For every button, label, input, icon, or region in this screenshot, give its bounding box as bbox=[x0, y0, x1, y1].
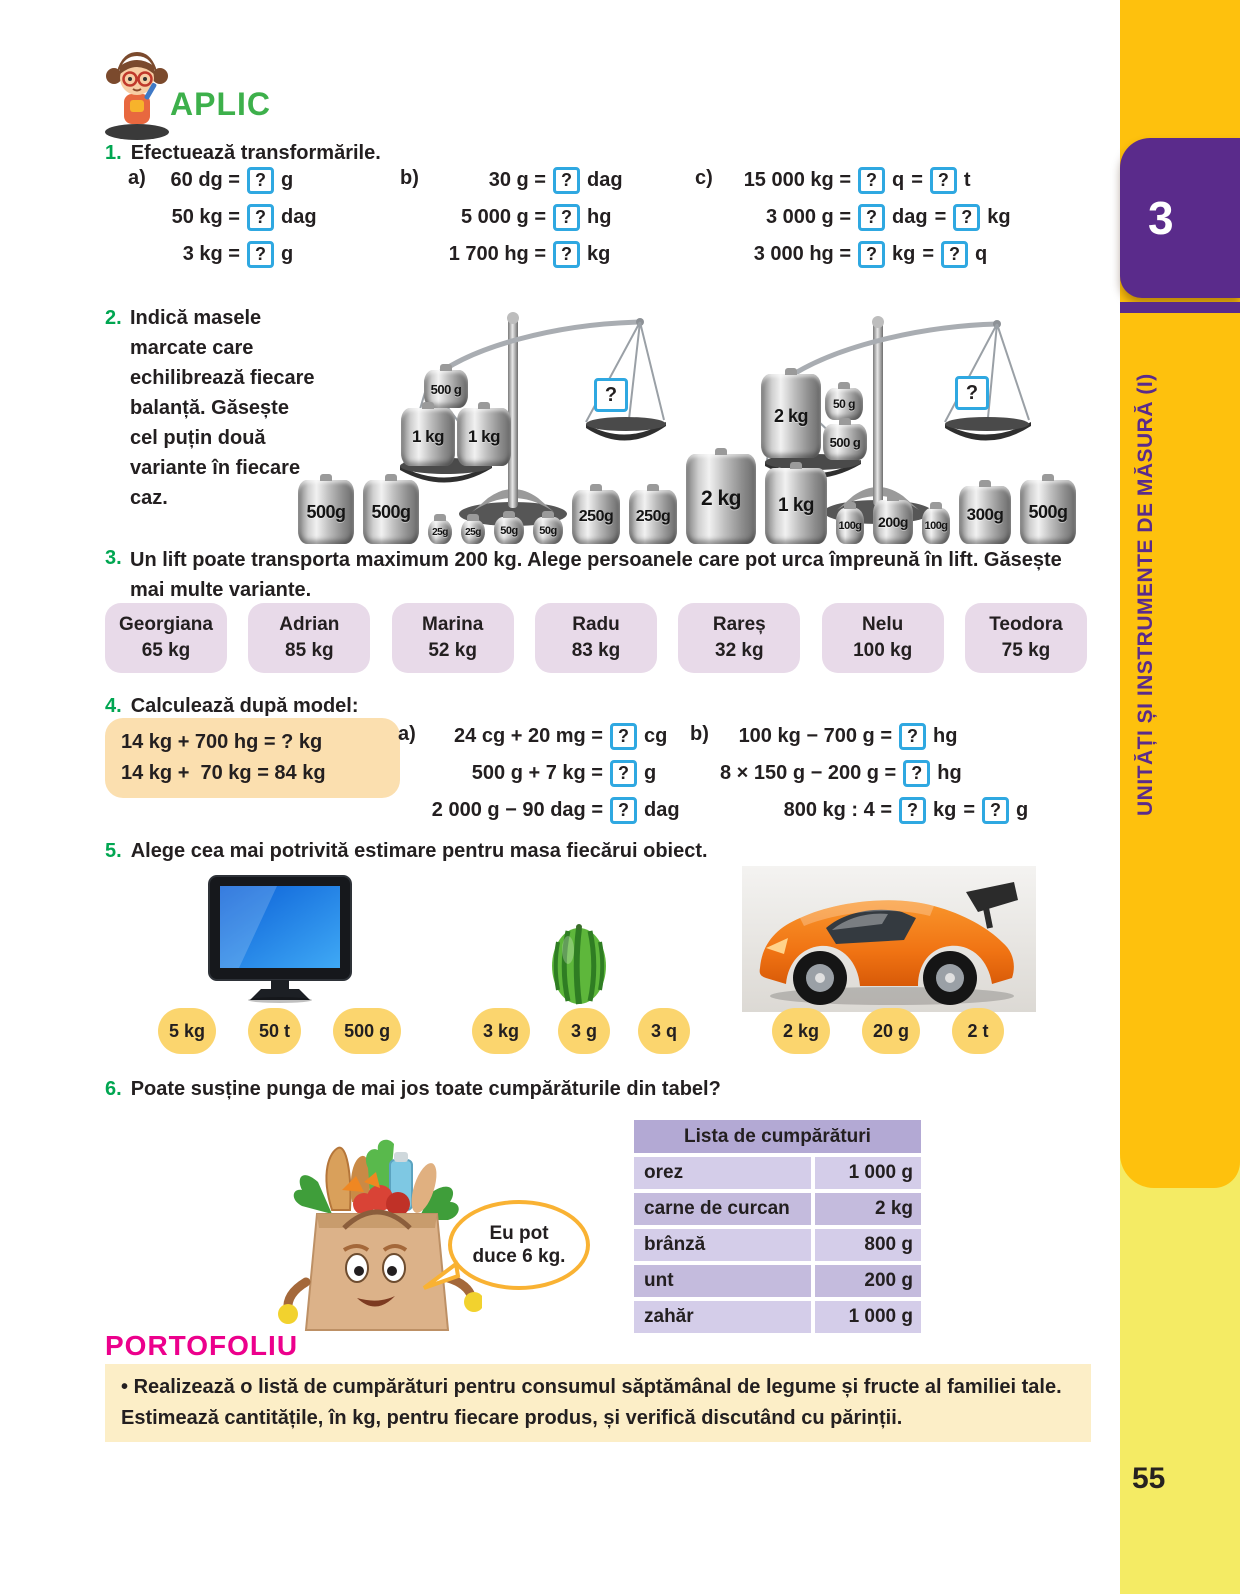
mascot-girl-illustration bbox=[100, 48, 174, 140]
chapter-tab bbox=[1120, 138, 1240, 298]
exercise-4-group-a bbox=[398, 722, 680, 833]
answer-box[interactable]: ? bbox=[982, 797, 1009, 824]
equation-text: g bbox=[281, 168, 294, 191]
table-row bbox=[634, 1157, 921, 1189]
loose-weight[interactable] bbox=[533, 517, 563, 544]
mass-option[interactable]: 50 t bbox=[248, 1008, 301, 1054]
exercise-1-number: 1. bbox=[105, 142, 122, 164]
table-row bbox=[634, 1301, 921, 1333]
column-label: c) bbox=[695, 167, 713, 189]
item-cell: brânză bbox=[634, 1229, 811, 1261]
equation-row bbox=[720, 796, 1028, 824]
equation-text: hg bbox=[587, 205, 612, 228]
answer-box[interactable]: ? bbox=[610, 797, 637, 824]
person-card[interactable] bbox=[248, 603, 370, 673]
equation-text: q bbox=[892, 168, 905, 191]
group-b-rows bbox=[720, 722, 1028, 833]
weight-label: 500g bbox=[371, 501, 411, 522]
weight-label: 2 kg bbox=[700, 487, 742, 510]
equation-text: = bbox=[922, 242, 935, 265]
equation-text: dag bbox=[587, 168, 623, 191]
answer-box[interactable]: ? bbox=[247, 204, 274, 231]
sidebar-stripe bbox=[1120, 302, 1240, 313]
equation-text: 3 kg = bbox=[182, 242, 240, 265]
shopping-list-header: Lista de cumpărături bbox=[634, 1120, 921, 1153]
equation-row bbox=[428, 759, 680, 787]
exercise-5-number: 5. bbox=[105, 840, 122, 862]
shopping-list-table bbox=[634, 1120, 921, 1337]
quantity-cell: 200 g bbox=[815, 1265, 921, 1297]
exercise-5-heading bbox=[105, 838, 708, 864]
exercise-3-text: Un lift poate transporta maximum 200 kg. Alege persoanele care pot urca împreună în lift. Găsește mai multe variante. bbox=[130, 549, 1062, 601]
weight-label: 1 kg bbox=[777, 495, 815, 516]
equation-text: 3 000 hg = bbox=[753, 242, 851, 265]
equation-row bbox=[729, 166, 1011, 194]
person-weight: 83 kg bbox=[571, 640, 621, 661]
exercise-4-title: Calculează după model: bbox=[130, 695, 359, 717]
loose-weight[interactable] bbox=[922, 508, 950, 544]
section-title-aplic: APLIC bbox=[170, 86, 271, 122]
tv-monitor-illustration bbox=[205, 874, 355, 1004]
equation-text: 8 × 150 g − 200 g = bbox=[720, 761, 897, 784]
model-line-2: 14 kg + 70 kg = 84 kg bbox=[121, 762, 326, 784]
balance-weight bbox=[825, 388, 863, 420]
column-label: b) bbox=[400, 167, 419, 189]
exercise-4-number: 4. bbox=[105, 695, 122, 717]
column-rows bbox=[729, 166, 1011, 277]
person-name: Teodora bbox=[989, 614, 1063, 635]
loose-weight[interactable] bbox=[494, 517, 524, 544]
equation-row bbox=[428, 722, 680, 750]
exercise-1-column bbox=[128, 166, 317, 277]
exercise-3-number: 3. bbox=[105, 547, 122, 569]
mass-option[interactable]: 3 g bbox=[558, 1008, 610, 1054]
answer-box[interactable]: ? bbox=[553, 204, 580, 231]
equation-text: 1 700 hg = bbox=[448, 242, 546, 265]
answer-box[interactable]: ? bbox=[858, 241, 885, 268]
equation-text: hg bbox=[937, 761, 962, 784]
equation-text: hg bbox=[933, 724, 958, 747]
equation-text: 15 000 kg = bbox=[743, 168, 851, 191]
answer-box[interactable]: ? bbox=[941, 241, 968, 268]
table-row bbox=[634, 1265, 921, 1297]
equation-text: kg bbox=[987, 205, 1011, 228]
weight-label: 100g bbox=[838, 520, 862, 532]
chapter-number: 3 bbox=[1148, 192, 1174, 244]
shopping-list-rows bbox=[634, 1157, 921, 1333]
answer-box[interactable]: ? bbox=[247, 241, 274, 268]
equation-text: = bbox=[963, 798, 976, 821]
chapter-title-vertical: UNITĂȚI ȘI INSTRUMENTE DE MĂSURĂ (I) bbox=[1134, 373, 1157, 817]
answer-box[interactable]: ? bbox=[953, 204, 980, 231]
loose-weight[interactable] bbox=[765, 468, 827, 544]
equation-text: dag bbox=[281, 205, 317, 228]
person-weight: 100 kg bbox=[853, 640, 913, 661]
balance-answer-box[interactable]: ? bbox=[594, 378, 628, 412]
model-line-1: 14 kg + 700 hg = ? kg bbox=[121, 731, 323, 753]
person-name: Marina bbox=[422, 614, 484, 635]
weight-label: 250g bbox=[635, 508, 671, 525]
item-cell: unt bbox=[634, 1265, 811, 1297]
loose-weight[interactable] bbox=[873, 500, 913, 544]
bubble-line-2: duce 6 kg. bbox=[472, 1246, 566, 1267]
weight-label: 1 kg bbox=[467, 427, 501, 446]
mass-option[interactable]: 3 kg bbox=[472, 1008, 530, 1054]
person-card[interactable] bbox=[392, 603, 514, 673]
page-number: 55 bbox=[1132, 1462, 1166, 1495]
person-card[interactable] bbox=[965, 603, 1087, 673]
equation-text: g bbox=[1016, 798, 1029, 821]
bubble-line-1: Eu pot bbox=[489, 1223, 549, 1244]
exercise-1-columns bbox=[128, 166, 1128, 286]
exercise-6-heading bbox=[105, 1076, 721, 1102]
answer-box[interactable]: ? bbox=[553, 241, 580, 268]
exercise-6-number: 6. bbox=[105, 1078, 122, 1100]
group-a-rows bbox=[428, 722, 680, 833]
equation-row bbox=[162, 166, 317, 194]
portfolio-task-text: • Realizează o listă de cumpărături pentru consumul săptămânal de legume și fructe al familiei tale. Estimează cantitățile, în kg, pentru fiecare produs, și verifică discutând cu părinții. bbox=[121, 1372, 1075, 1434]
person-name: Adrian bbox=[279, 614, 340, 635]
equation-text: 50 kg = bbox=[171, 205, 240, 228]
weight-label: 500g bbox=[306, 501, 346, 522]
quantity-cell: 800 g bbox=[815, 1229, 921, 1261]
watermelon-illustration bbox=[550, 920, 608, 1006]
loose-weight[interactable] bbox=[572, 490, 620, 544]
equation-text: cg bbox=[644, 724, 668, 747]
weight-label: 2 kg bbox=[773, 405, 809, 426]
equation-text: kg bbox=[587, 242, 611, 265]
equation-text: 24 cg + 20 mg = bbox=[454, 724, 603, 747]
equation-text: = bbox=[911, 168, 923, 191]
exercise-1-heading bbox=[105, 140, 381, 166]
person-weight: 85 kg bbox=[285, 640, 334, 661]
equation-text: 60 dg = bbox=[170, 168, 240, 191]
person-weight: 65 kg bbox=[141, 640, 191, 661]
balance-answer-box[interactable]: ? bbox=[955, 376, 989, 410]
table-row bbox=[634, 1193, 921, 1225]
answer-box[interactable]: ? bbox=[610, 723, 637, 750]
answer-box[interactable]: ? bbox=[930, 167, 957, 194]
column-label: a) bbox=[128, 167, 146, 189]
answer-box[interactable]: ? bbox=[610, 760, 637, 787]
loose-weight[interactable] bbox=[461, 520, 485, 544]
weight-label: 50g bbox=[539, 524, 557, 537]
speech-bubble-tail bbox=[422, 1262, 458, 1290]
equation-text: kg bbox=[892, 242, 916, 265]
item-cell: orez bbox=[634, 1157, 811, 1189]
watermelon-mass-options bbox=[472, 1008, 690, 1054]
equation-text: 500 g + 7 kg = bbox=[471, 761, 603, 784]
answer-box[interactable]: ? bbox=[247, 167, 274, 194]
balance-weight bbox=[761, 374, 821, 458]
quantity-cell: 1 000 g bbox=[815, 1157, 921, 1189]
exercise-5-title: Alege cea mai potrivită estimare pentru masa fiecărui obiect. bbox=[130, 840, 708, 862]
weight-label: 500 g bbox=[829, 434, 861, 450]
weight-label: 200g bbox=[878, 514, 908, 530]
answer-box[interactable]: ? bbox=[903, 760, 930, 787]
exercise-1-title: Efectuează transformările. bbox=[130, 142, 381, 164]
weight-label: 250g bbox=[578, 508, 614, 525]
mass-option[interactable]: 500 g bbox=[333, 1008, 401, 1054]
equation-row bbox=[434, 203, 623, 231]
group-b-label: b) bbox=[690, 723, 709, 745]
equation-row bbox=[162, 240, 317, 268]
weight-label: 50g bbox=[500, 524, 518, 537]
equation-text: 5 000 g = bbox=[460, 205, 546, 228]
weight-label: 1 kg bbox=[411, 427, 445, 446]
person-weight: 52 kg bbox=[428, 640, 477, 661]
mass-option[interactable]: 2 t bbox=[952, 1008, 1004, 1054]
group-a-label: a) bbox=[398, 723, 416, 745]
worked-example-box bbox=[105, 718, 400, 798]
equation-text: dag bbox=[892, 205, 928, 228]
exercise-6-title: Poate susține punga de mai jos toate cumpărăturile din tabel? bbox=[130, 1078, 721, 1100]
people-row bbox=[105, 603, 1087, 673]
exercise-2-text: Indică masele marcate care echilibrează fiecare balanță. Găsește cel puțin două variante în fiecare caz. bbox=[130, 307, 315, 509]
column-rows bbox=[434, 166, 623, 277]
equation-text: 30 g = bbox=[488, 168, 546, 191]
equation-text: q bbox=[975, 242, 988, 265]
person-name: Nelu bbox=[862, 614, 904, 635]
car-mass-options bbox=[772, 1008, 1004, 1054]
loose-weight[interactable] bbox=[1020, 480, 1076, 544]
answer-box[interactable]: ? bbox=[858, 204, 885, 231]
loose-weight[interactable] bbox=[959, 486, 1011, 544]
mass-option[interactable]: 2 kg bbox=[772, 1008, 830, 1054]
person-weight: 32 kg bbox=[715, 640, 764, 661]
item-cell: carne de curcan bbox=[634, 1193, 811, 1225]
loose-weight[interactable] bbox=[363, 480, 419, 544]
exercise-4-heading bbox=[105, 693, 359, 719]
weight-label: 50 g bbox=[832, 397, 855, 411]
available-weights-row bbox=[298, 452, 1092, 544]
loose-weight[interactable] bbox=[686, 454, 756, 544]
weight-label: 100g bbox=[924, 520, 948, 532]
mass-option[interactable]: 20 g bbox=[862, 1008, 920, 1054]
exercise-1-column bbox=[695, 166, 1011, 277]
person-card[interactable] bbox=[678, 603, 800, 673]
equation-row bbox=[162, 203, 317, 231]
person-card[interactable] bbox=[535, 603, 657, 673]
person-name: Radu bbox=[572, 614, 620, 635]
equation-row bbox=[434, 166, 623, 194]
quantity-cell: 1 000 g bbox=[815, 1301, 921, 1333]
equation-row bbox=[729, 203, 1011, 231]
person-weight: 75 kg bbox=[1001, 640, 1051, 661]
item-cell: zahăr bbox=[634, 1301, 811, 1333]
tv-mass-options bbox=[158, 1008, 401, 1054]
weight-label: 300g bbox=[966, 505, 1004, 524]
loose-weight[interactable] bbox=[428, 520, 452, 544]
equation-text: 3 000 g = bbox=[765, 205, 851, 228]
mass-option[interactable]: 5 kg bbox=[158, 1008, 216, 1054]
person-name: Georgiana bbox=[119, 614, 213, 635]
equation-row bbox=[428, 796, 680, 824]
equation-text: 800 kg : 4 = bbox=[783, 798, 892, 821]
weight-label: 25g bbox=[432, 526, 448, 538]
answer-box[interactable]: ? bbox=[899, 723, 926, 750]
person-card[interactable] bbox=[822, 603, 944, 673]
table-row bbox=[634, 1229, 921, 1261]
exercise-2-heading bbox=[105, 305, 122, 331]
equation-text: dag bbox=[644, 798, 680, 821]
equation-row bbox=[720, 722, 1028, 750]
portfolio-title: PORTOFOLIU bbox=[105, 1330, 299, 1361]
weight-label: 500 g bbox=[430, 381, 462, 397]
weight-label: 500g bbox=[1028, 501, 1068, 522]
exercise-4-group-b bbox=[690, 722, 1028, 833]
answer-box[interactable]: ? bbox=[858, 167, 885, 194]
quantity-cell: 2 kg bbox=[815, 1193, 921, 1225]
equation-row bbox=[720, 759, 1028, 787]
answer-box[interactable]: ? bbox=[899, 797, 926, 824]
column-rows bbox=[162, 166, 317, 277]
equation-text: kg bbox=[933, 798, 957, 821]
equation-text: = bbox=[934, 205, 947, 228]
equation-text: 100 kg − 700 g = bbox=[738, 724, 892, 747]
person-card[interactable] bbox=[105, 603, 227, 673]
equation-text: 2 000 g − 90 dag = bbox=[431, 798, 603, 821]
equation-text: g bbox=[281, 242, 294, 265]
equation-row bbox=[434, 240, 623, 268]
loose-weight[interactable] bbox=[298, 480, 354, 544]
mass-option[interactable]: 3 q bbox=[638, 1008, 690, 1054]
answer-box[interactable]: ? bbox=[553, 167, 580, 194]
person-name: Rareș bbox=[712, 614, 766, 635]
exercise-2-number: 2. bbox=[105, 307, 122, 329]
equation-row bbox=[729, 240, 1011, 268]
loose-weight[interactable] bbox=[629, 490, 677, 544]
exercise-1-column bbox=[400, 166, 623, 277]
loose-weight[interactable] bbox=[836, 508, 864, 544]
speech-bubble bbox=[448, 1200, 590, 1290]
equation-text: t bbox=[963, 168, 971, 191]
equation-text: g bbox=[644, 761, 657, 784]
portfolio-task-box bbox=[105, 1364, 1091, 1442]
sports-car-illustration bbox=[742, 866, 1036, 1012]
weight-label: 25g bbox=[465, 526, 481, 538]
exercise-3-heading bbox=[105, 545, 122, 571]
